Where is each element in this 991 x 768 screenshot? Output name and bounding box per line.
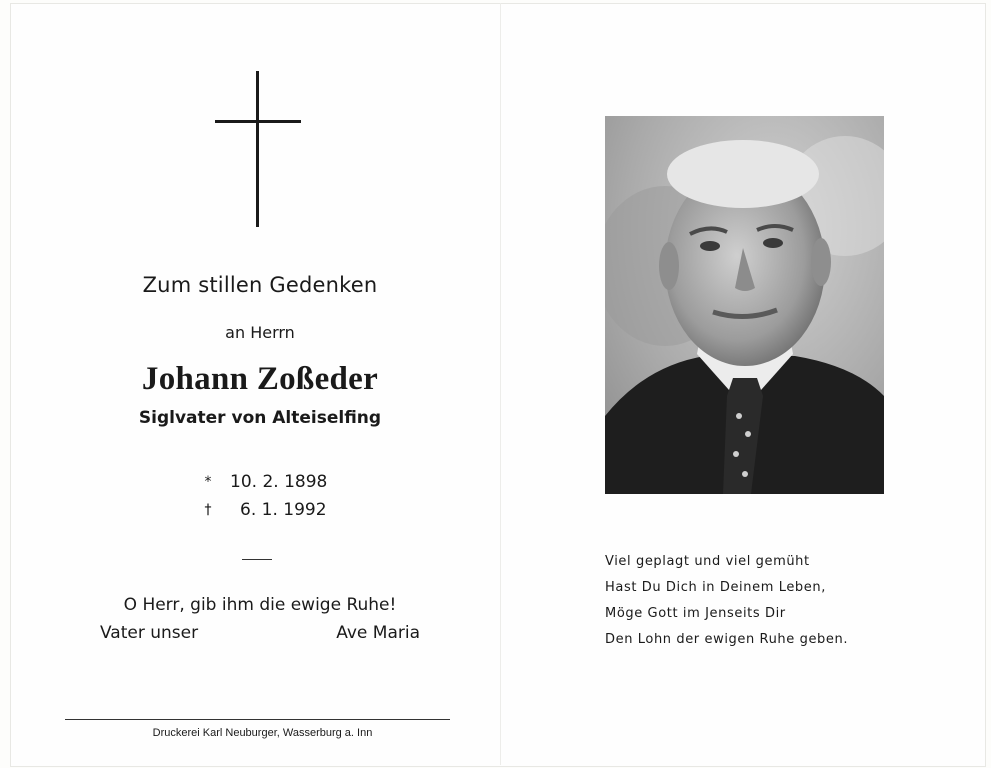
death-date: 6. 1. 1992 xyxy=(240,500,327,520)
left-panel xyxy=(10,3,500,765)
deceased-title: Siglvater von Alteiselfing xyxy=(138,408,382,428)
deceased-name: Johann Zoßeder xyxy=(141,361,379,397)
death-symbol: † xyxy=(204,502,212,518)
prayer-line: O Herr, gib ihm die ewige Ruhe! xyxy=(123,595,397,615)
poem-line: Den Lohn der ewigen Ruhe geben. xyxy=(605,632,849,647)
prayer-block xyxy=(100,595,420,643)
portrait-photo xyxy=(605,116,884,494)
birth-row xyxy=(190,468,327,496)
birth-date: 10. 2. 1898 xyxy=(230,472,328,492)
prayer-pair xyxy=(100,623,420,643)
life-dates xyxy=(190,468,327,524)
poem-line: Hast Du Dich in Deinem Leben, xyxy=(605,580,826,595)
poem-line: Viel geplagt und viel gemüht xyxy=(605,554,810,569)
right-panel xyxy=(501,3,984,765)
prayer-left: Vater unser xyxy=(100,623,199,643)
printer-credit: Druckerei Karl Neuburger, Wasserburg a. Inn xyxy=(152,727,373,739)
separator-dash xyxy=(242,559,272,560)
salutation: an Herrn xyxy=(225,323,295,342)
poem-line: Möge Gott im Jenseits Dir xyxy=(605,606,786,621)
footer-rule xyxy=(65,719,450,720)
cross-icon xyxy=(215,71,301,227)
birth-symbol: * xyxy=(204,474,212,490)
prayer-right: Ave Maria xyxy=(336,623,420,643)
memorial-poem xyxy=(605,549,925,653)
memorial-heading: Zum stillen Gedenken xyxy=(142,273,378,297)
death-row xyxy=(190,496,327,524)
